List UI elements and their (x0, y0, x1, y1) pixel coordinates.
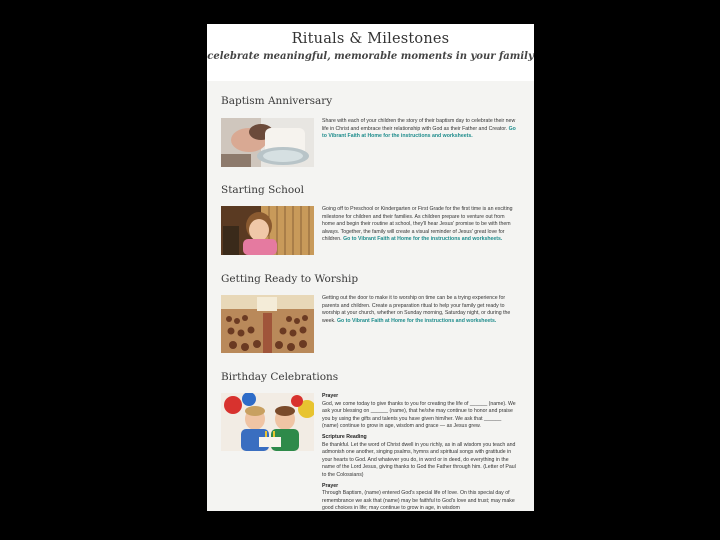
birthday-photo (221, 393, 314, 451)
school-photo (221, 206, 314, 255)
vibrant-faith-link[interactable]: Go to Vibrant Faith at Home for the instructions and worksheets. (337, 317, 497, 324)
section-body (322, 295, 518, 325)
section-title: Baptism Anniversary (221, 95, 333, 107)
block-heading: Prayer (322, 482, 339, 489)
section-body (322, 118, 518, 141)
block-text: Be thankful. Let the word of Christ dwell in you richly, as in all wisdom you teach and admonish one another, singing psalms, hymns and spiritual songs with gratitude in your hearts to God. And whatever you do, in word or in deed, do everything in the name of the Lord Jesus, giving thanks to God the Father through him. (Letter of Paul to the Colossians) (322, 441, 516, 478)
block-text: God, we come today to give thanks to you for creating the life of ______ (name). We ask your blessing on ______ (name), that he/she may continue to honor and praise you by using the gifts and talents you have given him/her. We ask that ______ (name) continue to grow in age, wisdom and grace — as Jesus grew. (322, 400, 516, 430)
page-header (207, 24, 534, 81)
block-text: Through Baptism, (name) entered God's special life of love. On this special day of remembrance we ask that (name) may be faithful to God's love and trust; may make good choices in life; may continue to grow in age, in wisdom (322, 490, 515, 511)
section-getting-ready-to-worship (221, 273, 521, 324)
worship-photo (221, 295, 314, 353)
block-heading: Prayer (322, 393, 339, 399)
baptism-photo (221, 118, 314, 167)
page-title: Rituals & Milestones (291, 31, 450, 47)
section-body (322, 206, 518, 244)
section-birthday-celebrations (221, 371, 521, 511)
scripture-block (322, 434, 518, 480)
section-title: Starting School (221, 184, 304, 196)
section-title: Getting Ready to Worship (221, 273, 359, 285)
birthday-body (322, 393, 518, 511)
section-text: Share with each of your children the story of their baptism day to celebrate their new life in Christ and embrace their relationship with God as their Father and Creator. (322, 118, 516, 132)
block-heading: Scripture Reading (322, 433, 367, 440)
section-text: Going off to Preschool or Kindergarten or First Grade for the first time is an exciting milestone for children and their families. As children prepare to venture out from home and begin their routine at school, they'll hear Jesus' promise to be with them always. Together, the family will create a visual reminder of Jesus' great love for children. (322, 206, 513, 243)
section-starting-school (221, 184, 521, 243)
section-title: Birthday Celebrations (221, 371, 339, 383)
prayer-block (322, 393, 518, 431)
document-page (207, 24, 534, 511)
vibrant-faith-link[interactable]: Go to Vibrant Faith at Home for the instructions and worksheets. (322, 125, 516, 140)
vibrant-faith-link[interactable]: Go to Vibrant Faith at Home for the instructions and worksheets. (343, 236, 503, 243)
section-text: Getting out the door to make it to worship on time can be a trying experience for parents and children. Create a preparation ritual to help your family get ready to worship at your church, whether on Sunday morning, Saturday night, or during the week. (322, 295, 511, 324)
prayer-block (322, 483, 518, 511)
section-baptism-anniversary (221, 95, 521, 140)
page-subtitle: celebrate meaningful, memorable moments in your family (207, 51, 534, 62)
